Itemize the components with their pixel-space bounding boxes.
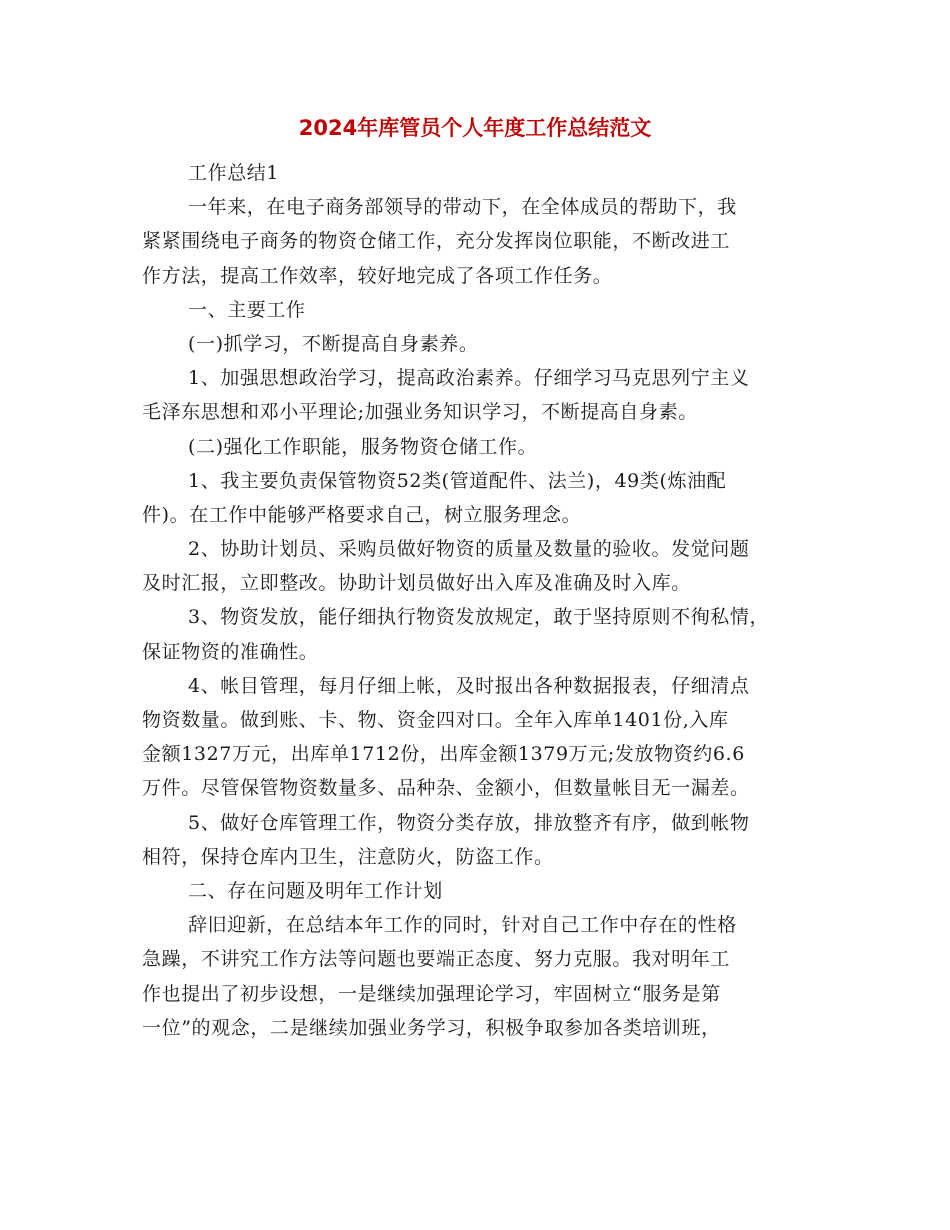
paragraph-line: 及时汇报，立即整改。协助计划员做好出入库及准确及时入库。 (142, 572, 691, 595)
paragraph-line: 作也提出了初步设想，一是继续加强理论学习，牢固树立“服务是第 (142, 982, 721, 1005)
paragraph-line: 3、物资发放，能仔细执行物资发放规定，敢于坚持原则不徇私情， (188, 606, 770, 629)
section-heading: 工作总结1 (188, 162, 280, 184)
paragraph-line: 5、做好仓库管理工作，物资分类存放，排放整齐有序，做到帐物 (188, 811, 750, 834)
paragraph-line: 金额1327万元，出库单1712份，出库金额1379万元;发放物资约6.6 (142, 743, 745, 766)
paragraph-line: 一年来，在电子商务部领导的带动下，在全体成员的帮助下，我 (188, 196, 737, 219)
subsection-heading: (一)抓学习，不断提高自身素养。 (188, 332, 479, 355)
paragraph-line: 作方法，提高工作效率，较好地完成了各项工作任务。 (142, 264, 613, 287)
paragraph-line: 物资数量。做到账、卡、物、资金四对口。全年入库单1401份,入库 (142, 709, 729, 731)
paragraph-line: 2、协助计划员、采购员做好物资的质量及数量的验收。发觉问题 (188, 538, 750, 561)
subsection-heading: (二)强化工作职能，服务物资仓储工作。 (188, 435, 538, 458)
paragraph-line: 毛泽东思想和邓小平理论;加强业务知识学习，不断提高自身素。 (142, 401, 698, 424)
paragraph-line: 辞旧迎新，在总结本年工作的同时，针对自己工作中存在的性格 (188, 914, 737, 937)
paragraph-line: 4、帐目管理，每月仔细上帐，及时报出各种数据报表，仔细清点 (188, 674, 750, 697)
section-heading: 一、主要工作 (188, 298, 306, 321)
paragraph-line: 一位”的观念，二是继续加强业务学习，积极争取参加各类培训班， (142, 1016, 721, 1039)
paragraph-line: 1、我主要负责保管物资52类(管道配件、法兰)，49类(炼油配 (188, 469, 727, 492)
document-title: 2024年库管员个人年度工作总结范文 (298, 116, 652, 140)
document-body (142, 156, 812, 1045)
paragraph-line: 保证物资的准确性。 (142, 640, 319, 663)
paragraph-line: 紧紧围绕电子商务的物资仓储工作，充分发挥岗位职能，不断改进工 (142, 230, 731, 253)
section-heading: 二、存在问题及明年工作计划 (188, 879, 443, 902)
paragraph-line: 急躁，不讲究工作方法等问题也要端正态度、努力克服。我对明年工 (142, 948, 731, 971)
paragraph-line: 相符，保持仓库内卫生，注意防火，防盗工作。 (142, 845, 554, 868)
paragraph-line: 件)。在工作中能够严格要求自己，树立服务理念。 (142, 503, 582, 526)
paragraph-line: 万件。尽管保管物资数量多、品种杂、金额小，但数量帐目无一漏差。 (142, 777, 750, 800)
paragraph-line: 1、加强思想政治学习，提高政治素养。仔细学习马克思列宁主义 (188, 367, 750, 390)
